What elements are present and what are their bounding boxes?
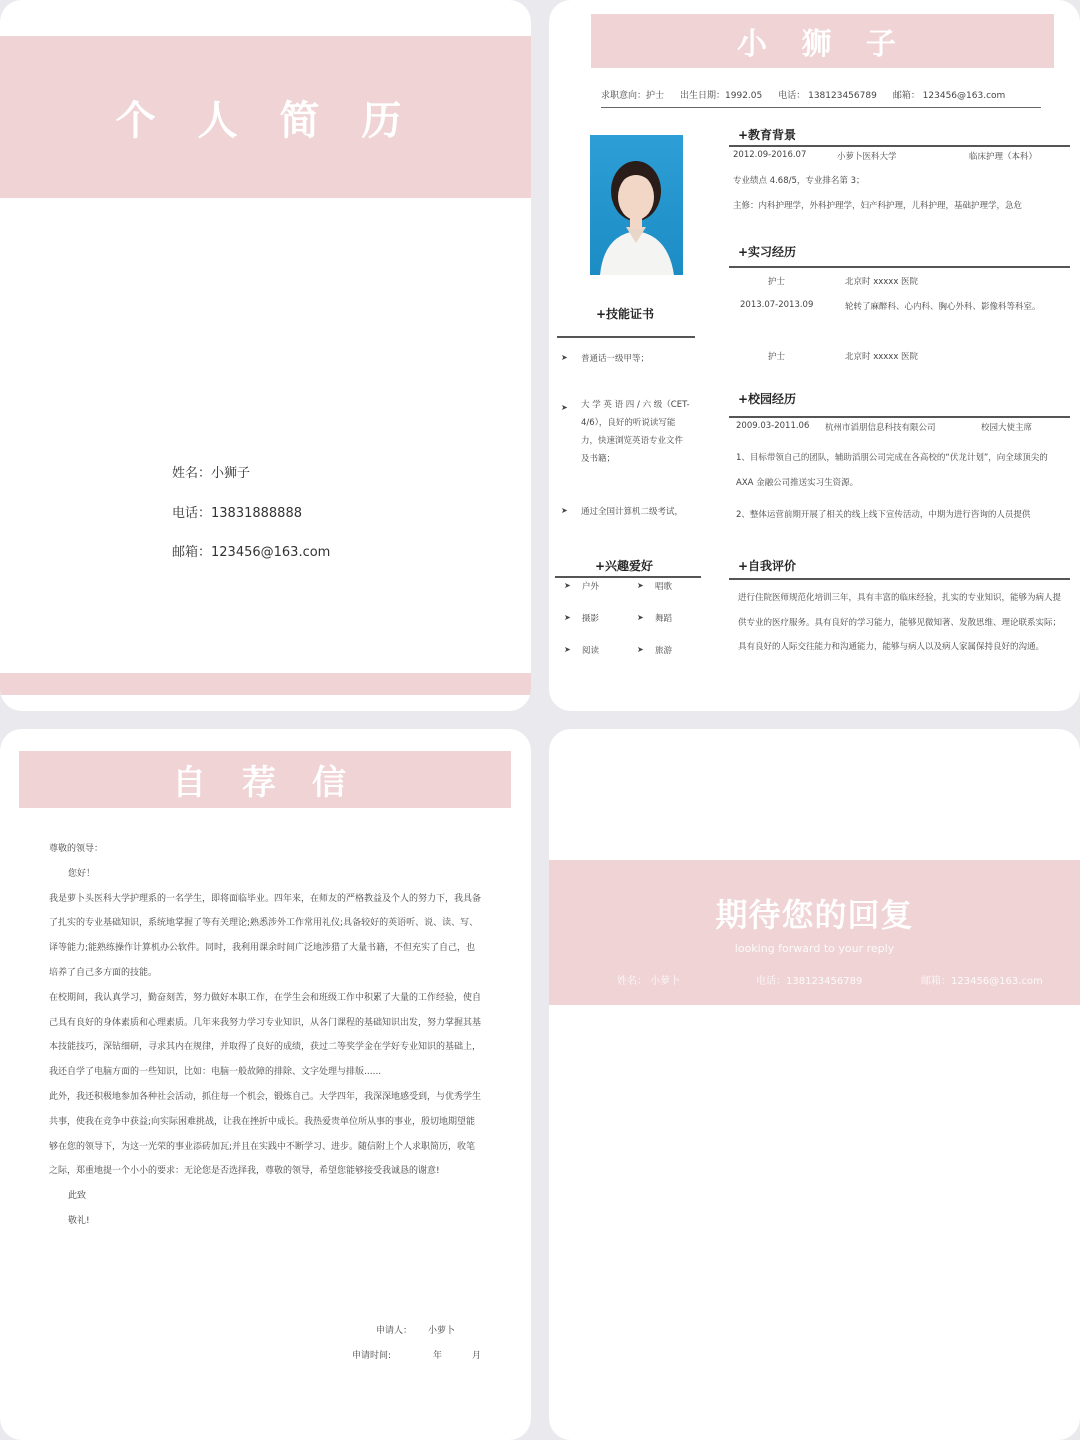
- skill-item: 大 学 英 语 四 / 六 级（CET-4/6），良好的听说读写能力，快速浏览英语专业文件及书籍；: [581, 400, 690, 464]
- meta-birth: 出生日期：1992.05: [680, 91, 763, 101]
- meta-job: 求职意向：护士: [601, 91, 665, 101]
- bullet-icon: ➤: [564, 613, 571, 622]
- intern-desc: 轮转了麻醉科、心内科、胸心外科、影像科等科室。: [845, 302, 1041, 312]
- hobby-item: 户外: [582, 582, 600, 592]
- closing-subtitle: looking forward to your reply: [734, 942, 895, 955]
- cover-footer-band: [0, 673, 531, 695]
- intern-hospital-2: 北京时 xxxxx 医院: [845, 352, 919, 362]
- letter-hello: 您好！: [68, 868, 96, 879]
- closing-banner: [549, 860, 1080, 1005]
- bullet-icon: ➤: [637, 645, 644, 654]
- bullet-icon: ➤: [637, 581, 644, 590]
- campus-rule: [729, 416, 1070, 418]
- date-month: 月: [472, 1351, 482, 1361]
- campus-date: 2009.03-2011.06: [736, 421, 810, 431]
- cover-email: 邮箱：123456@163.com: [172, 545, 331, 560]
- skills-title: +技能证书: [596, 307, 655, 321]
- letter-closing-1: 此致: [68, 1191, 87, 1202]
- edu-title: +教育背景: [738, 128, 797, 142]
- self-eval-text: 进行住院医师规范化培训三年，具有丰富的临床经验，扎实的专业知识，能够为病人提供专业的医疗服务。具有良好的学习能力，能够见微知著、发散思维、理论联系实际；具有良好的人际交往能力和沟通能力，能够与病人以及病人家属保持良好的沟通。: [738, 593, 1062, 652]
- hobby-item: 阅读: [582, 646, 600, 656]
- skill-item: 普通话一级甲等；: [581, 354, 650, 364]
- bullet-icon: ➤: [637, 613, 644, 622]
- letter-closing-2: 敬礼!: [68, 1215, 90, 1226]
- intern-title: +实习经历: [738, 245, 797, 259]
- cover-title: 个 人 简 历: [115, 97, 416, 144]
- edu-rule: [729, 145, 1070, 147]
- campus-item-1: 1、目标带领自己的团队，辅助滔朋公司完成在各高校的“伏龙计划”，向全球顶尖的 AXA 金融公司推送实习生资源。: [736, 453, 1048, 488]
- hobby-item: 旅游: [655, 646, 673, 656]
- cover-name: 姓名：小狮子: [172, 466, 251, 481]
- intern-role-2: 护士: [768, 352, 786, 362]
- date-year: 年: [433, 1351, 443, 1361]
- edu-school: 小萝卜医科大学: [837, 152, 897, 162]
- intern-role: 护士: [768, 277, 786, 287]
- edu-major: 临床护理（本科）: [969, 152, 1038, 162]
- letter-title: 自 荐 信: [172, 763, 358, 803]
- hobbies-title: +兴趣爱好: [595, 559, 654, 573]
- resume-name: 小 狮 子: [737, 27, 908, 62]
- closing-email: 邮箱：123456@163.com: [921, 976, 1043, 987]
- profile-photo: [590, 135, 683, 275]
- letter-greeting: 尊敬的领导：: [49, 844, 104, 854]
- applicant-name: 小萝卜: [428, 1326, 456, 1336]
- meta-email: 邮箱： 123456@163.com: [892, 91, 1006, 101]
- self-eval-rule: [729, 578, 1070, 580]
- applicant-label: 申请人：: [376, 1326, 413, 1336]
- campus-role: 校园大使主席: [981, 423, 1033, 433]
- date-label: 申请时间:: [352, 1351, 392, 1361]
- bullet-icon: ➤: [561, 506, 568, 515]
- closing-title: 期待您的回复: [715, 896, 914, 934]
- skill-item: 通过全国计算机二级考试，: [581, 507, 684, 517]
- bullet-icon: ➤: [564, 645, 571, 654]
- closing-page: [549, 729, 1080, 1440]
- letter-paragraph-1: 我是萝卜头医科大学护理系的一名学生，即将面临毕业。四年来，在师友的严格教益及个人的努力下，我具备了扎实的专业基础知识，系统地掌握了等有关理论;熟悉涉外工作常用礼仪;具备较好的英语听、说、读、写、译等能力;能熟练操作计算机办公软件。同时，我利用课余时间广泛地涉猎了大量书籍，不但充实了自己，也培养了自己多方面的技能。: [49, 893, 482, 978]
- intern-date: 2013.07-2013.09: [740, 300, 814, 310]
- hobby-item: 唱歌: [655, 582, 673, 592]
- resume-banner: [591, 14, 1054, 68]
- meta-phone: 电话： 138123456789: [778, 91, 877, 101]
- campus-title: +校园经历: [738, 392, 797, 406]
- skills-rule: [557, 336, 695, 338]
- closing-phone: 电话：138123456789: [756, 976, 863, 987]
- closing-name: 姓名： 小萝卜: [617, 976, 681, 987]
- hobby-item: 摄影: [582, 614, 600, 624]
- bullet-icon: ➤: [564, 581, 571, 590]
- self-eval-title: +自我评价: [738, 559, 797, 573]
- resume-page: [549, 0, 1080, 711]
- intern-rule: [729, 266, 1070, 268]
- letter-paragraph-2: 在校期间，我认真学习，勤奋刻苦，努力做好本职工作，在学生会和班级工作中积累了大量的工作经验，使自己具有良好的身体素质和心理素质。几年来我努力学习专业知识，从各门课程的基础知识出发，努力掌握其基本技能技巧，深钻细研，寻求其内在规律，并取得了良好的成绩，获过二等奖学金在学好专业知识的基础上，我还自学了电脑方面的一些知识，比如：电脑一般故障的排除、文字处理与排版......: [49, 992, 482, 1078]
- edu-gpa: 专业绩点 4.68/5，专业排名第 3；: [733, 176, 865, 186]
- cover-page: [0, 0, 531, 711]
- edu-courses: 主修：内科护理学，外科护理学，妇产科护理，儿科护理，基础护理学，急危: [733, 201, 1023, 211]
- bullet-icon: ➤: [561, 353, 568, 362]
- cover-banner: [0, 36, 531, 198]
- campus-item-2: 2、整体运营前期开展了相关的线上线下宣传活动，中期为进行咨询的人员提供: [736, 510, 1031, 520]
- letter-paragraph-3: 此外，我还积极地参加各种社会活动，抓住每一个机会，锻炼自己。大学四年，我深深地感受到，与优秀学生共事，使我在竞争中获益;向实际困难挑战，让我在挫折中成长。我热爱贵单位所从事的事业，殷切地期望能够在您的领导下，为这一光荣的事业添砖加瓦;并且在实践中不断学习、进步。随信附上个人求职简历，收笔之际，郑重地提一个小小的要求：无论您是否选择我，尊敬的领导，希望您能够接受我诚恳的谢意!: [49, 1091, 482, 1177]
- letter-body: [49, 837, 484, 1234]
- hobby-item: 舞蹈: [655, 614, 673, 624]
- resume-meta: [601, 88, 1041, 108]
- edu-date: 2012.09-2016.07: [733, 150, 807, 160]
- campus-company: 杭州市滔朋信息科技有限公司: [825, 423, 936, 433]
- cover-phone: 电话：13831888888: [172, 506, 302, 521]
- intern-hospital: 北京时 xxxxx 医院: [845, 277, 919, 287]
- bullet-icon: ➤: [561, 403, 568, 412]
- cover-letter-page: [0, 729, 531, 1440]
- letter-banner: [19, 751, 511, 808]
- hobbies-rule: [555, 576, 701, 578]
